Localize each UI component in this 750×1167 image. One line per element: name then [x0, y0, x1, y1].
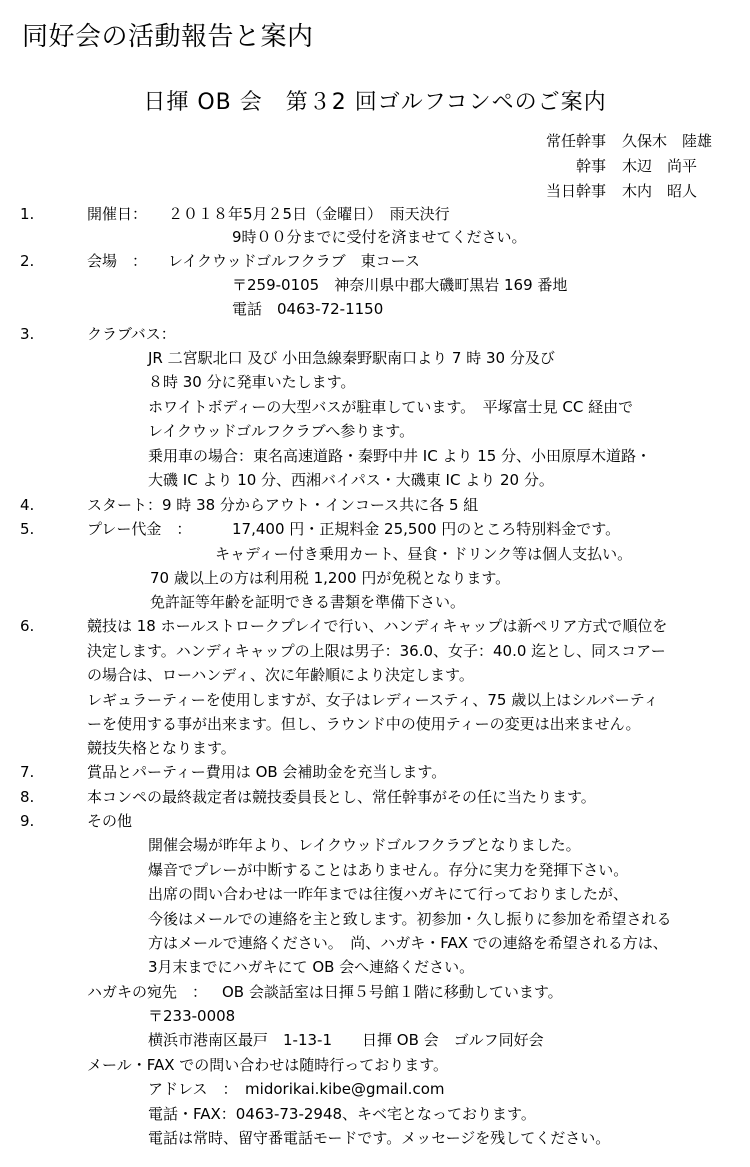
- item-number: 3.: [20, 325, 35, 343]
- rules-line: レギュラーティーを使用しますが、女子はレディースティ、75 歳以上はシルバーティ: [87, 691, 659, 709]
- officer-row: [546, 153, 730, 178]
- officer-role: 常任幹事: [545, 132, 606, 150]
- item-number: 6.: [20, 617, 35, 635]
- phone-fax: 電話・FAX：0463-73-2948、キベ宅となっております。: [148, 1105, 536, 1123]
- prize-note: 賞品とパーティー費用は OB 会補助金を充当します。: [87, 763, 447, 781]
- other-line: 爆音でプレーが中断することはありません。存分に実力を発揮下さい。: [148, 861, 629, 879]
- item-number: 7.: [20, 763, 35, 781]
- item-label: 開催日：: [87, 205, 148, 223]
- fee-note: 70 歳以上の方は利用税 1,200 円が免税となります。: [150, 569, 511, 587]
- bus-text-line: 乗用車の場合：東名高速道路・秦野中井 IC より 15 分、小田原厚木道路・: [148, 447, 652, 465]
- phone-note: 電話は常時、留守番電話モードです。メッセージを残してください。: [148, 1129, 611, 1147]
- other-line: 出席の問い合わせは一昨年までは往復ハガキにて行っておりましたが、: [148, 885, 629, 903]
- bus-text-line: JR 二宮駅北口 及び 小田急線秦野駅南口より 7 時 30 分及び: [148, 349, 555, 367]
- venue-phone: 電話 0463-72-1150: [232, 300, 384, 318]
- document-title: 日揮 OB 会 第３2 回ゴルフコンペのご案内: [143, 90, 607, 115]
- bus-text-line: ８時 30 分に発車いたします。: [148, 373, 356, 391]
- item-number: 5.: [20, 520, 35, 538]
- officer-name: 久保木 陸雄: [622, 132, 713, 150]
- start-time: スタート：9 時 38 分からアウト・インコース共に各 5 組: [87, 496, 479, 514]
- postcard-zip: 〒233-0008: [148, 1007, 236, 1025]
- other-line: 開催会場が昨年より、レイクウッドゴルフクラブとなりました。: [148, 836, 581, 854]
- officer-row: [546, 128, 730, 153]
- item-number: 2.: [20, 252, 35, 270]
- other-line: 今後はメールでの連絡を主と致します。初参加・久し振りに参加を希望される: [148, 910, 672, 928]
- rules-line: ーを使用する事が出来ます。但し、ラウンド中の使用ティーの変更は出来ません。: [87, 715, 641, 733]
- reception-time: 9時００分までに受付を済ませてください。: [232, 228, 527, 246]
- item-number: 4.: [20, 496, 35, 514]
- postcard-note: OB 会談話室は日揮５号館１階に移動しています。: [222, 983, 563, 1001]
- bus-text-line: レイクウッドゴルフクラブへ参ります。: [148, 422, 415, 440]
- postcard-label: ハガキの宛先 ：: [87, 983, 208, 1001]
- event-date: ２０１８年5月２5日（金曜日） 雨天決行: [168, 205, 450, 223]
- other-line: 3月末までにハガキにて OB 会へ連絡ください。: [148, 958, 475, 976]
- officer-role: 当日幹事: [545, 182, 606, 200]
- judge-note: 本コンペの最終裁定者は競技委員長とし、常任幹事がその任に当たります。: [87, 788, 596, 806]
- officer-role: 幹事: [575, 157, 606, 175]
- fee-note: キャディー付き乗用カート、昼食・ドリンク等は個人支払い。: [215, 545, 633, 563]
- officer-name: 木辺 尚平: [622, 157, 698, 175]
- item-number: 9.: [20, 812, 35, 830]
- officer-name: 木内 昭人: [622, 182, 698, 200]
- fee-note: 免許証等年齢を証明できる書類を準備下さい。: [150, 593, 466, 611]
- bus-text-line: 大磯 IC より 10 分、西湘バイパス・大磯東 IC より 20 分。: [148, 471, 554, 489]
- email-address: アドレス ： midorikai.kibe@gmail.com: [148, 1080, 445, 1098]
- rules-line: 競技失格となります。: [87, 739, 236, 757]
- other-line: 方はメールで連絡ください。 尚、ハガキ・FAX での連絡を希望される方は、: [148, 934, 668, 952]
- rules-line: の場合は、ローハンディ、次に年齢順により決定します。: [87, 666, 474, 684]
- item-number: 8.: [20, 788, 35, 806]
- officer-row: [546, 178, 730, 203]
- item-label: プレー代金 ：: [87, 520, 192, 538]
- postcard-address: 横浜市港南区最戸 1-13-1 日揮 OB 会 ゴルフ同好会: [148, 1031, 544, 1049]
- bus-text-line: ホワイトボディーの大型バスが駐車しています。 平塚富士見 CC 経由で: [148, 398, 634, 416]
- venue-address: 〒259-0105 神奈川県中郡大磯町黒岩 169 番地: [232, 276, 568, 294]
- venue-name: レイクウッドゴルフクラブ 東コース: [168, 252, 420, 270]
- section-title: 同好会の活動報告と案内: [22, 22, 314, 52]
- item-label: 会場 ：: [87, 252, 148, 270]
- mail-fax-note: メール・FAX での問い合わせは随時行っております。: [87, 1056, 449, 1074]
- rules-line: 競技は 18 ホールストロークプレイで行い、ハンディキャップは新ペリア方式で順位を: [87, 617, 668, 635]
- item-number: 1.: [20, 205, 35, 223]
- item-label: クラブバス：: [87, 325, 176, 343]
- item-label: その他: [87, 812, 133, 830]
- play-fee: 17,400 円・正規料金 25,500 円のところ特別料金です。: [232, 520, 621, 538]
- rules-line: 決定します。ハンディキャップの上限は男子：36.0、女子：40.0 迄とし、同スコアー: [87, 642, 666, 660]
- officers-list: [546, 128, 730, 203]
